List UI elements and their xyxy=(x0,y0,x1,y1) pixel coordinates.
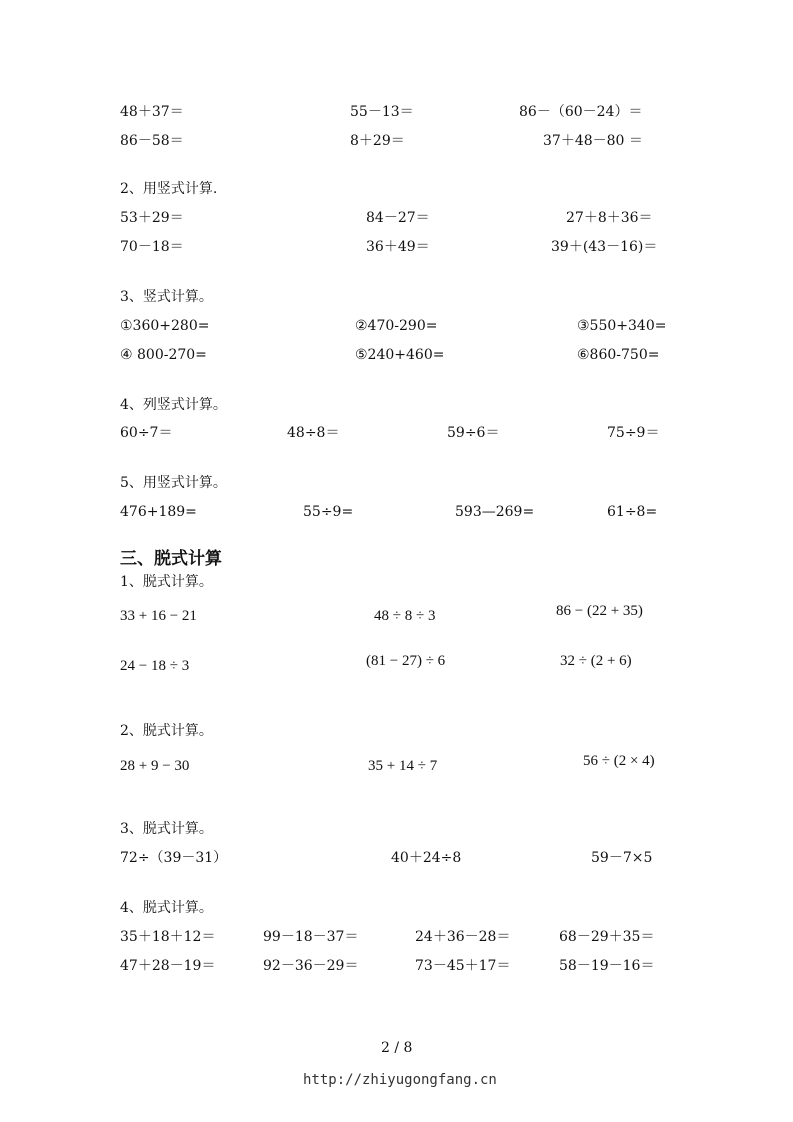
problem: 86－（60－24）＝ xyxy=(519,104,643,120)
problem: 55÷9= xyxy=(303,504,354,520)
problem: ②470-290= xyxy=(355,318,438,334)
problem: 99－18－37＝ xyxy=(263,929,359,945)
problem: 8＋29＝ xyxy=(350,133,405,149)
question-title: 4、脱式计算。 xyxy=(120,900,213,916)
problem: 27＋8＋36＝ xyxy=(566,210,653,226)
expression: (81 − 27) ÷ 6 xyxy=(366,653,446,669)
question-title: 5、用竖式计算。 xyxy=(120,475,227,491)
problem: 58－19－16＝ xyxy=(559,958,655,974)
problem: ⑤240+460= xyxy=(355,347,445,363)
problem: 59－7×5 xyxy=(591,850,653,866)
expression: 48 ÷ 8 ÷ 3 xyxy=(374,608,436,624)
question-title: 1、脱式计算。 xyxy=(120,574,213,590)
problem: 86－58＝ xyxy=(120,133,184,149)
footer-url[interactable]: http://zhiyugongfang.cn xyxy=(303,1072,497,1088)
problem: 40＋24÷8 xyxy=(391,850,462,866)
problem: ①360+280= xyxy=(120,318,210,334)
problem: 37＋48－80 ＝ xyxy=(543,133,643,149)
problem: 48÷8＝ xyxy=(287,425,340,441)
problem: 47＋28－19＝ xyxy=(120,958,216,974)
problem: 59÷6＝ xyxy=(447,425,500,441)
expression: 32 ÷ (2 + 6) xyxy=(560,653,632,669)
problem: 593—269= xyxy=(455,504,535,520)
problem: 84－27＝ xyxy=(366,210,430,226)
problem: 61÷8= xyxy=(607,504,658,520)
problem: 70－18＝ xyxy=(120,239,184,255)
problem: 476+189= xyxy=(120,504,197,520)
problem: 55－13＝ xyxy=(350,104,414,120)
problem: 75÷9＝ xyxy=(607,425,660,441)
question-title: 3、竖式计算。 xyxy=(120,289,213,305)
page-number: 2 / 8 xyxy=(381,1040,413,1056)
expression: 56 ÷ (2 × 4) xyxy=(583,753,655,769)
expression: 28 + 9 − 30 xyxy=(120,758,190,774)
problem: 24＋36－28＝ xyxy=(415,929,511,945)
problem: 60÷7＝ xyxy=(120,425,173,441)
problem: 92－36－29＝ xyxy=(263,958,359,974)
expression: 24 − 18 ÷ 3 xyxy=(120,658,190,674)
problem: 73－45＋17＝ xyxy=(415,958,511,974)
expression: 86 − (22 + 35) xyxy=(556,603,643,619)
problem: 36＋49＝ xyxy=(366,239,430,255)
problem: ③550+340= xyxy=(577,318,667,334)
question-title: 3、脱式计算。 xyxy=(120,821,213,837)
section-heading: 三、脱式计算 xyxy=(120,549,222,569)
problem: 35＋18＋12＝ xyxy=(120,929,216,945)
problem: 68－29＋35＝ xyxy=(559,929,655,945)
question-title: 2、脱式计算。 xyxy=(120,723,213,739)
question-title: 4、列竖式计算。 xyxy=(120,397,227,413)
expression: 33 + 16 − 21 xyxy=(120,608,197,624)
problem: 53＋29＝ xyxy=(120,210,184,226)
problem: 48＋37＝ xyxy=(120,104,184,120)
problem: ⑥860-750= xyxy=(577,347,660,363)
problem: 72÷（39－31） xyxy=(120,850,228,866)
expression: 35 + 14 ÷ 7 xyxy=(368,758,438,774)
question-title: 2、用竖式计算. xyxy=(120,181,218,197)
problem: ④ 800-270= xyxy=(120,347,207,363)
problem: 39＋(43－16)＝ xyxy=(551,239,658,255)
